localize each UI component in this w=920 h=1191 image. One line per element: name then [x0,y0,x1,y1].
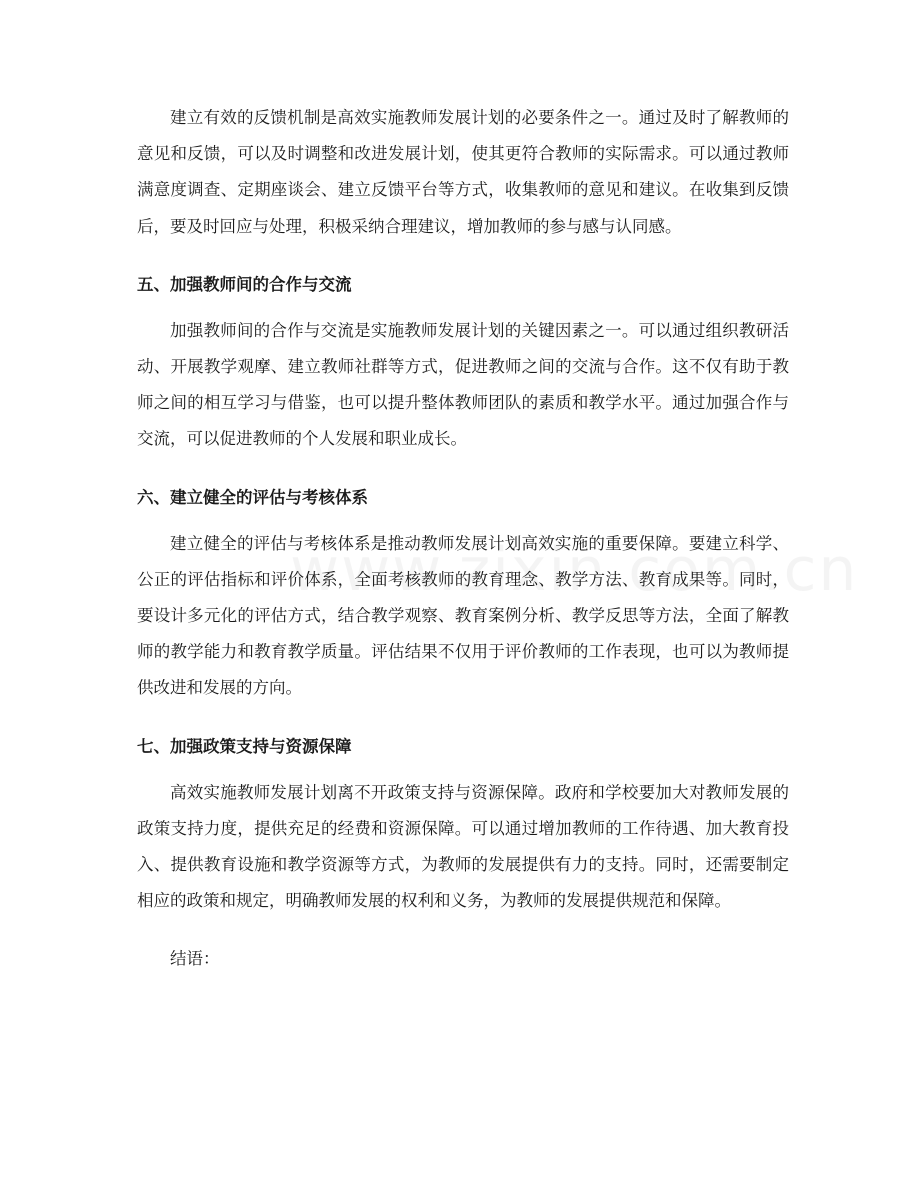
section-7-heading: 七、加强政策支持与资源保障 [137,736,352,756]
section-5-heading: 五、加强教师间的合作与交流 [137,274,352,294]
document-body [137,100,789,978]
section-6-heading: 六、建立健全的评估与考核体系 [137,487,368,507]
section-6-paragraph: 建立健全的评估与考核体系是推动教师发展计划高效实施的重要保障。要建立科学、公正的评估指标和评价体系，全面考核教师的教育理念、教学方法、教育成果等。同时，要设计多元化的评估方式，结合教学观察、教育案例分析、教学反思等方法，全面了解教师的教学能力和教育教学质量。评估结果不仅用于评价教师的工作表现，也可以为教师提供改进和发展的方向。 [137,533,789,698]
section-5-paragraph: 加强教师间的合作与交流是实施教师发展计划的关键因素之一。可以通过组织教研活动、开展教学观摩、建立教师社群等方式，促进教师之间的交流与合作。这不仅有助于教师之间的相互学习与借鉴，也可以提升整体教师团队的素质和教学水平。通过加强合作与交流，可以促进教师的个人发展和职业成长。 [137,320,789,449]
intro-paragraph: 建立有效的反馈机制是高效实施教师发展计划的必要条件之一。通过及时了解教师的意见和反馈，可以及时调整和改进发展计划，使其更符合教师的实际需求。可以通过教师满意度调查、定期座谈会、建立反馈平台等方式，收集教师的意见和建议。在收集到反馈后，要及时回应与处理，积极采纳合理建议，增加教师的参与感与认同感。 [137,108,789,236]
conclusion-label: 结语： [170,949,220,969]
section-7-paragraph: 高效实施教师发展计划离不开政策支持与资源保障。政府和学校要加大对教师发展的政策支持力度，提供充足的经费和资源保障。可以通过增加教师的工作待遇、加大教育投入、提供教育设施和教学资源等方式，为教师的发展提供有力的支持。同时，还需要制定相应的政策和规定，明确教师发展的权利和义务，为教师的发展提供规范和保障。 [137,782,789,911]
